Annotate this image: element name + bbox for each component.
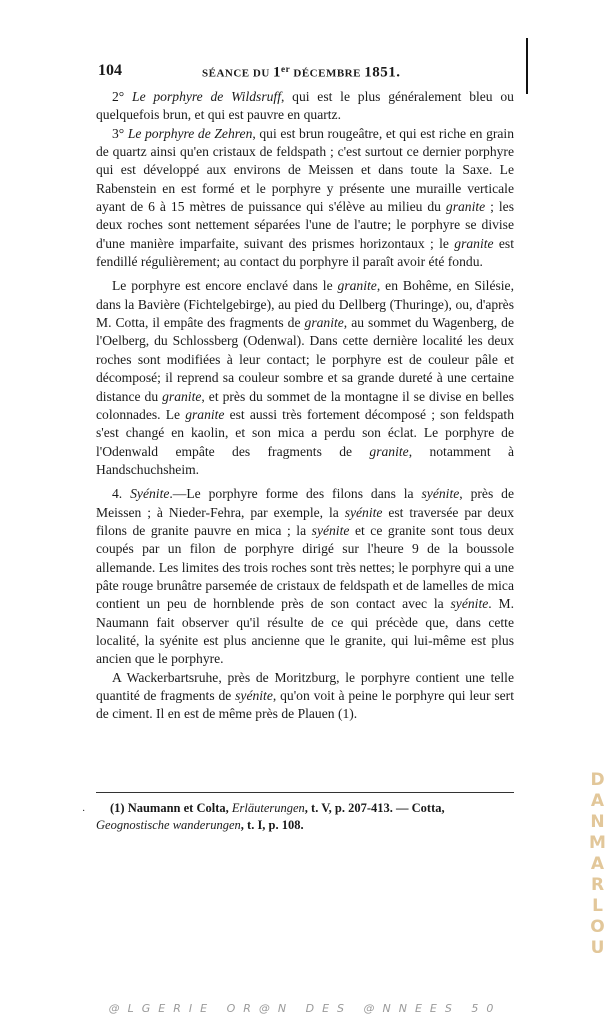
italic-term: granite [162,388,202,404]
text-run: , près de Meissen ; à Nieder-Fehra, par exemple, la [96,486,514,520]
margin-rule [526,38,528,94]
body-text [96,88,514,724]
vertical-watermark [588,770,608,959]
italic-term: granite [369,443,409,459]
watermark-letter: A [590,854,606,874]
text-run: est fendillé régulièrement; au contact du porphyre il paraît avoir été fondu. [96,235,514,270]
text-run: ; les deux roches sont nettement séparées l'une de l'autre; le porphyre se divise d'une manière imparfaite, suivant des prismes horizontaux ; le [96,199,514,251]
watermark-letter: A [590,791,606,811]
italic-term: granite [304,315,344,331]
text-run: , notamment à Handschuchsheim. [96,443,514,477]
text-run: 4. [112,486,131,502]
italic-term: syénite [450,596,489,612]
text-run: est traversée par deux filons de granite pauvre en mica ; la [96,504,515,538]
running-title [202,64,400,82]
text-run: , au sommet du Wagenberg, de l'Oelberg, du Schlossberg (Odenwal). Dans cette dernière localité les deux roches sont modifiées à leur contact; le porphyre est de couleur pâle et décomposé; il reprend sa couleur sombre et sa grande dureté à une certaine distance du [96,315,515,404]
footnote-mark: · [82,806,86,817]
italic-term: syénite [311,522,350,538]
italic-term: syénite [235,688,273,703]
text-run: , qu'on voit à peine le porphyre qui leur sert de ciment. Il en est de même près de Plauen (1). [96,688,514,722]
italic-term: Le porphyre de Zehren [127,125,253,141]
paragraph-p6 [96,669,514,724]
italic-term: granite [445,199,486,215]
watermark-letter: D [590,770,606,790]
text-run: , t. V, p. 207-413. — Cotta, [304,801,445,815]
watermark-letter: N [590,812,606,832]
text-run: (1) Naumann et Colta, [110,801,232,815]
text-run: et ce granite sont tous deux coupés par un filon de porphyre dirigé sur l'heure 9 de la boussole allemande. Les limites des trois roches sont très nettes; le porphyre qui a une pâte rouge brunâtre parsemée de cristaux de feldspath et de lamelles de mica contient un peu de hornblende près de son contact avec la [96,522,514,612]
watermark-letter: O [590,917,606,937]
italic-term: granite [454,235,494,251]
title-month: DÉCEMBRE [290,67,365,80]
text-run: , en Bohême, en Silésie, dans la Bavière (Fichtelgebirge), au pied du Dellberg (Thuringe), ou, d'après M. Cotta, il empâte des fragments de [96,278,514,331]
text-run: . M. Naumann fait observer qu'il résulte de ce qui précède que, dans cette localité, la syénite est plus ancienne que le granite, qui lui-même est plus ancien que le porphyre. [96,596,514,667]
text-run: , qui est brun rougeâtre, et qui est riche en grain de quartz ainsi qu'en cristaux de feldspath ; c'est surtout ce dernier porphyre qui est développé aux environs de Meissen et dans toute la Saxe. Le Rabenstein en est formé et le porphyre y présente une muraille verticale ayant de 6 à 15 mètres de puissance qui s'élève au milieu du [96,125,514,215]
italic-term: syénite [421,486,460,502]
bottom-watermark: @LGERIE OR@N DES @NNEES 50 [108,1002,502,1015]
text-run: , et près du sommet de la montagne il se divise en belles colonnades. Le [96,388,514,422]
italic-term: granite [185,406,225,422]
italic-term: Le porphyre de Wildsruff [132,89,281,104]
text-run: .—Le porphyre forme des filons dans la [169,486,422,502]
text-run: 3° [112,125,128,141]
watermark-letter: L [592,896,604,916]
text-run: 2° [112,89,133,104]
title-day: 1 [273,64,282,81]
page-number: 104 [98,62,122,79]
footnote [96,800,514,834]
italic-term: syénite [344,504,383,520]
title-sup: er [281,64,291,74]
title-year: 1851. [364,64,401,81]
text-run: , qui est le plus généralement bleu ou quelquefois brun, et qui est pauvre en quartz. [96,89,514,123]
italic-term: Syénite [130,486,170,502]
watermark-letter: M [589,833,607,853]
italic-term: Geognostische wanderungen [96,818,241,832]
paragraph-p4 [96,277,514,479]
italic-term: Erläuterungen [231,801,305,815]
text-run: Le porphyre est encore enclavé dans le [112,278,338,294]
text-run: A Wackerbartsruhe, près de Moritzburg, le porphyre contient une telle quantité de fragments de [96,669,514,703]
paragraph-p5 [96,485,514,668]
watermark-letter: R [590,875,606,895]
paragraph-p3 [96,125,514,272]
text-run: est aussi très fortement décomposé ; son feldspath s'est changé en kaolin, et son mica a perdu son éclat. Le porphyre de l'Odenwald empâte des fragments de [96,406,515,459]
running-header [98,62,518,82]
footnote-divider [96,792,514,793]
paragraph-p2 [96,88,514,125]
title-pre: SÉANCE DU [202,67,274,80]
italic-term: granite [337,278,377,294]
text-run: , t. I, p. 108. [240,818,304,832]
watermark-letter: U [590,938,606,958]
